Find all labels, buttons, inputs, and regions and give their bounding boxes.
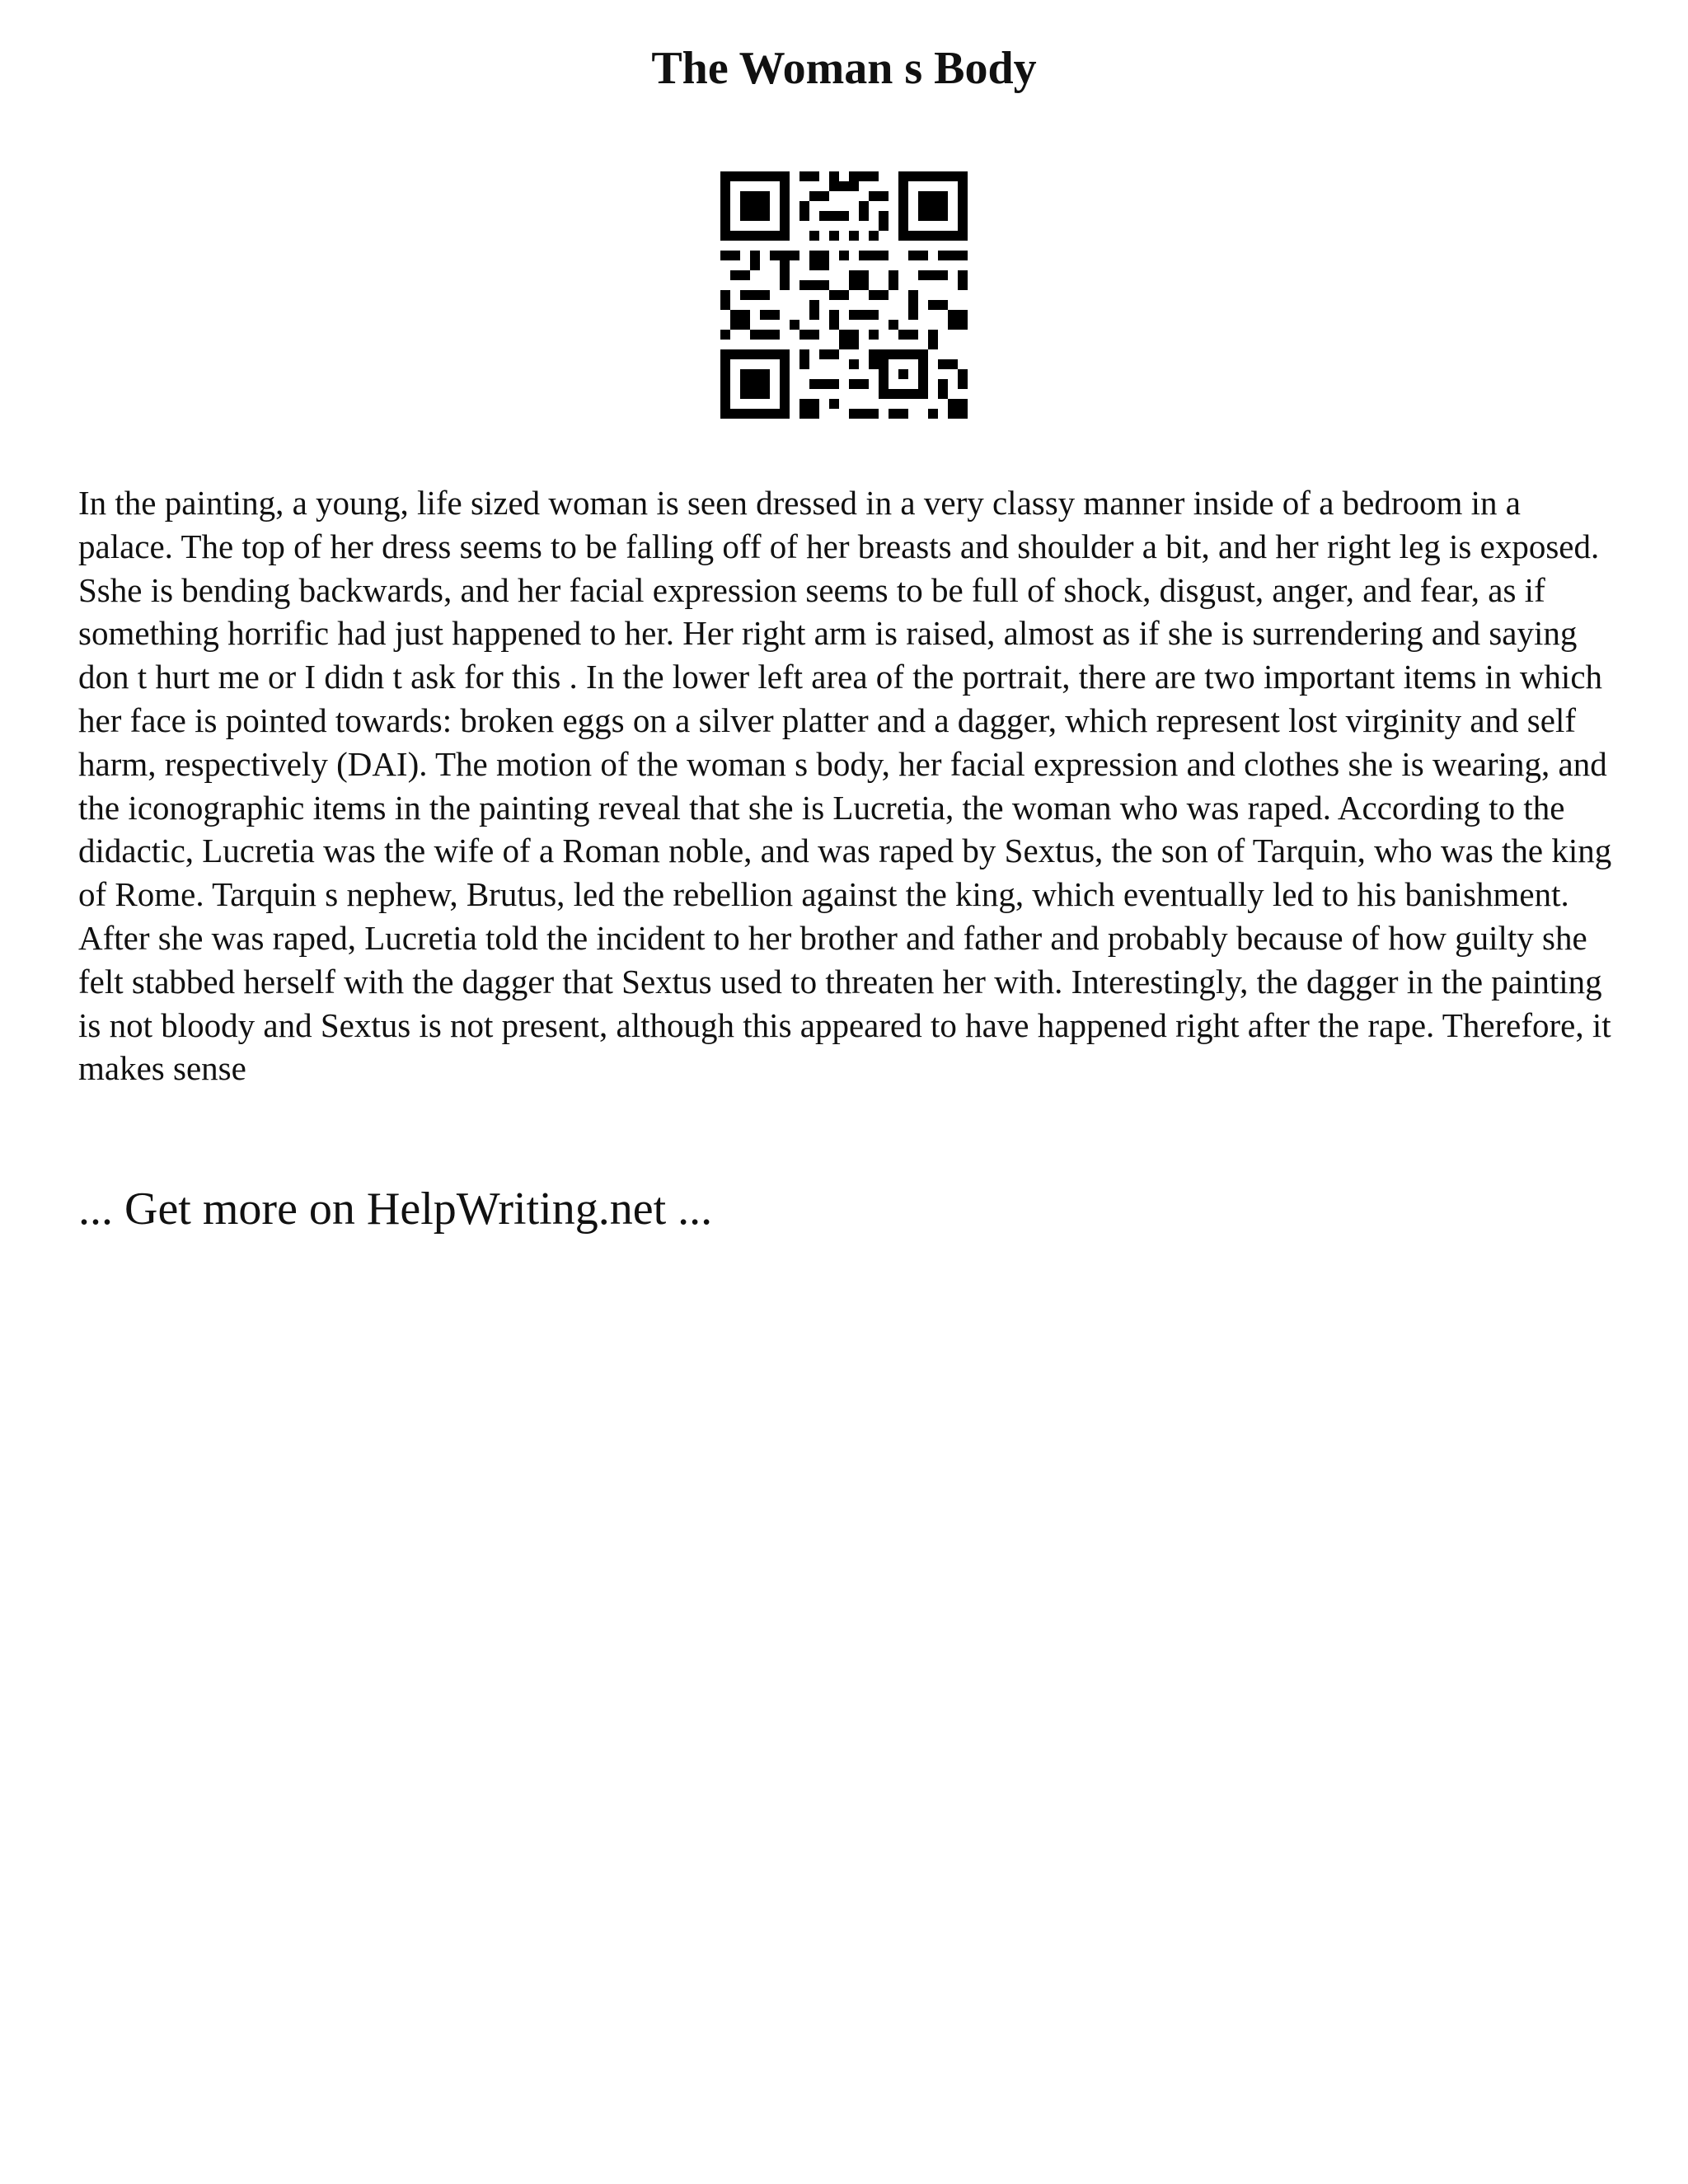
page-title: The Woman s Body bbox=[651, 43, 1037, 94]
qr-code-graphic bbox=[720, 171, 968, 419]
get-more-link[interactable]: ... Get more on HelpWriting.net ... bbox=[78, 1183, 713, 1235]
body-paragraph: In the painting, a young, life sized woman is seen dressed in a very classy manner inside of a bedroom in a palace. The top of her dress seems to be falling off of her breasts and shoulder a bit, and her right leg is exposed. Sshe is bending backwards, and her facial expression seems to be full of shock, disgust, anger, and fear, as if something horrific had just happened to her. Her right arm is raised, almost as if she is surrendering and saying don t hurt me or I didn t ask for this . In the lower left area of the portrait, there are two important items in which her face is pointed towards: broken eggs on a silver platter and a dagger, which represent lost virginity and self harm, respectively (DAI). The motion of the woman s body, her facial expression and clothes she is wearing, and the iconographic items in the painting reveal that she is Lucretia, the woman who was raped. According to the didactic, Lucretia was the wife of a Roman noble, and was raped by Sextus, the son of Tarquin, who was the king of Rome. Tarquin s nephew, Brutus, led the rebellion against the king, which eventually led to his banishment. After she was raped, Lucretia told the incident to her brother and father and probably because of how guilty she felt stabbed herself with the dagger that Sextus used to threaten her with. Interestingly, the dagger in the painting is not bloody and Sextus is not present, although this appeared to have happened right after the rape. Therefore, it makes sense bbox=[78, 484, 1612, 1088]
qr-code-icon bbox=[720, 171, 968, 419]
